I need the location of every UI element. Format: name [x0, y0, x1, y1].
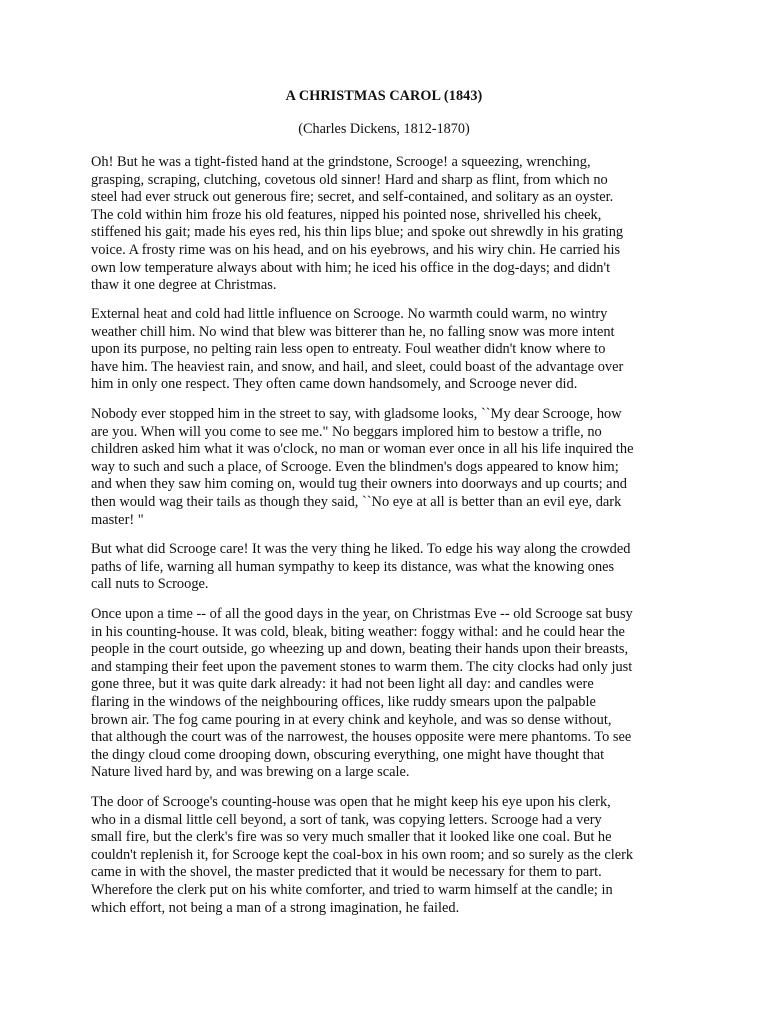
text-line: steel had ever struck out generous fire; secret, and self-contained, and solitary as an oyster. [91, 189, 614, 206]
text-line: which effort, not being a man of a strong imagination, he failed. [91, 899, 460, 916]
text-line: But what did Scrooge care! It was the very thing he liked. To edge his way along the crowded [91, 541, 631, 557]
document-subtitle: (Charles Dickens, 1812-1870) [298, 121, 470, 137]
paragraph-2 [91, 306, 681, 394]
text-line: him in only one respect. They often came down handsomely, and Scrooge never did. [91, 376, 578, 393]
paragraph-4 [91, 541, 681, 594]
text-line: Oh! But he was a tight-fisted hand at the grindstone, Scrooge! a squeezing, wrenching, [91, 154, 591, 170]
text-line: gone three, but it was quite dark already: it had not been light all day: and candles were [91, 676, 594, 693]
paragraph-1 [91, 154, 681, 295]
text-line: in his counting-house. It was cold, bleak, biting weather: foggy withal: and he could hear the [91, 623, 625, 640]
text-line: then would wag their tails as though they said, ``No eye at all is better than an evil eye, dark [91, 493, 622, 510]
text-line: Nature lived hard by, and was brewing on a large scale. [91, 764, 410, 781]
text-line: have him. The heaviest rain, and snow, and hail, and sleet, could boast of the advantage over [91, 358, 624, 375]
text-line: who in a dismal little cell beyond, a sort of tank, was copying letters. Scrooge had a very [91, 811, 602, 828]
text-line: call nuts to Scrooge. [91, 576, 209, 593]
text-line: couldn't replenish it, for Scrooge kept the coal-box in his own room; and so surely as the clerk [91, 846, 634, 863]
text-line: are you. When will you come to see me." No beggars implored him to bestow a trifle, no [91, 423, 602, 440]
text-line: that although the court was of the narrowest, the houses opposite were mere phantoms. To see [91, 729, 632, 746]
text-line: voice. A frosty rime was on his head, and on his eyebrows, and his wiry chin. He carried his [91, 241, 621, 258]
text-line: children asked him what it was o'clock, no man or woman ever once in all his life inquired the [91, 441, 634, 458]
text-line: grasping, scraping, clutching, covetous old sinner! Hard and sharp as flint, from which no [91, 171, 608, 188]
text-line: way to such and such a place, of Scrooge. Even the blindmen's dogs appeared to know him; [91, 458, 619, 475]
text-line: people in the court outside, go wheezing up and down, beating their hands upon their breasts, [91, 641, 629, 658]
paragraph-3 [91, 406, 681, 529]
text-line: stiffened his gait; made his eyes red, his thin lips blue; and spoke out shrewdly in his grating [91, 224, 624, 241]
document-title: A CHRISTMAS CAROL (1843) [285, 88, 483, 104]
text-line: paths of life, warning all human sympathy to keep its distance, was what the knowing ones [91, 558, 615, 575]
text-line: thaw it one degree at Christmas. [91, 277, 277, 294]
text-line: own low temperature always about with him; he iced his office in the dog-days; and didn't [91, 259, 611, 276]
text-line: and stamping their feet upon the pavement stones to warm them. The city clocks had only just [91, 658, 633, 675]
text-line: External heat and cold had little influence on Scrooge. No warmth could warm, no wintry [91, 306, 608, 322]
text-line: Nobody ever stopped him in the street to say, with gladsome looks, ``My dear Scrooge, how [91, 406, 622, 422]
text-line: The cold within him froze his old features, nipped his pointed nose, shrivelled his cheek, [91, 206, 602, 223]
paragraph-5 [91, 606, 681, 782]
text-line: the dingy cloud come drooping down, obscuring everything, one might have thought that [91, 746, 605, 763]
text-line: upon its purpose, no pelting rain less open to entreaty. Foul weather didn't know where to [91, 341, 606, 358]
text-line: and when they saw him coming on, would tug their owners into doorways and up courts; and [91, 476, 627, 493]
text-line: small fire, but the clerk's fire was so very much smaller that it looked like one coal. But he [91, 829, 612, 846]
text-line: brown air. The fog came pouring in at every chink and keyhole, and was so dense without, [91, 711, 612, 728]
text-line: weather chill him. No wind that blew was bitterer than he, no falling snow was more intent [91, 323, 615, 340]
text-line: The door of Scrooge's counting-house was open that he might keep his eye upon his clerk, [91, 794, 611, 810]
paragraph-6 [91, 794, 681, 917]
text-line: Wherefore the clerk put on his white comforter, and tried to warm himself at the candle; in [91, 881, 613, 898]
text-line: Once upon a time -- of all the good days in the year, on Christmas Eve -- old Scrooge sat busy [91, 606, 633, 622]
text-line: flaring in the windows of the neighbouring offices, like ruddy smears upon the palpable [91, 693, 596, 710]
text-line: came in with the shovel, the master predicted that it would be necessary for them to part. [91, 864, 602, 881]
text-line: master! " [91, 511, 144, 528]
